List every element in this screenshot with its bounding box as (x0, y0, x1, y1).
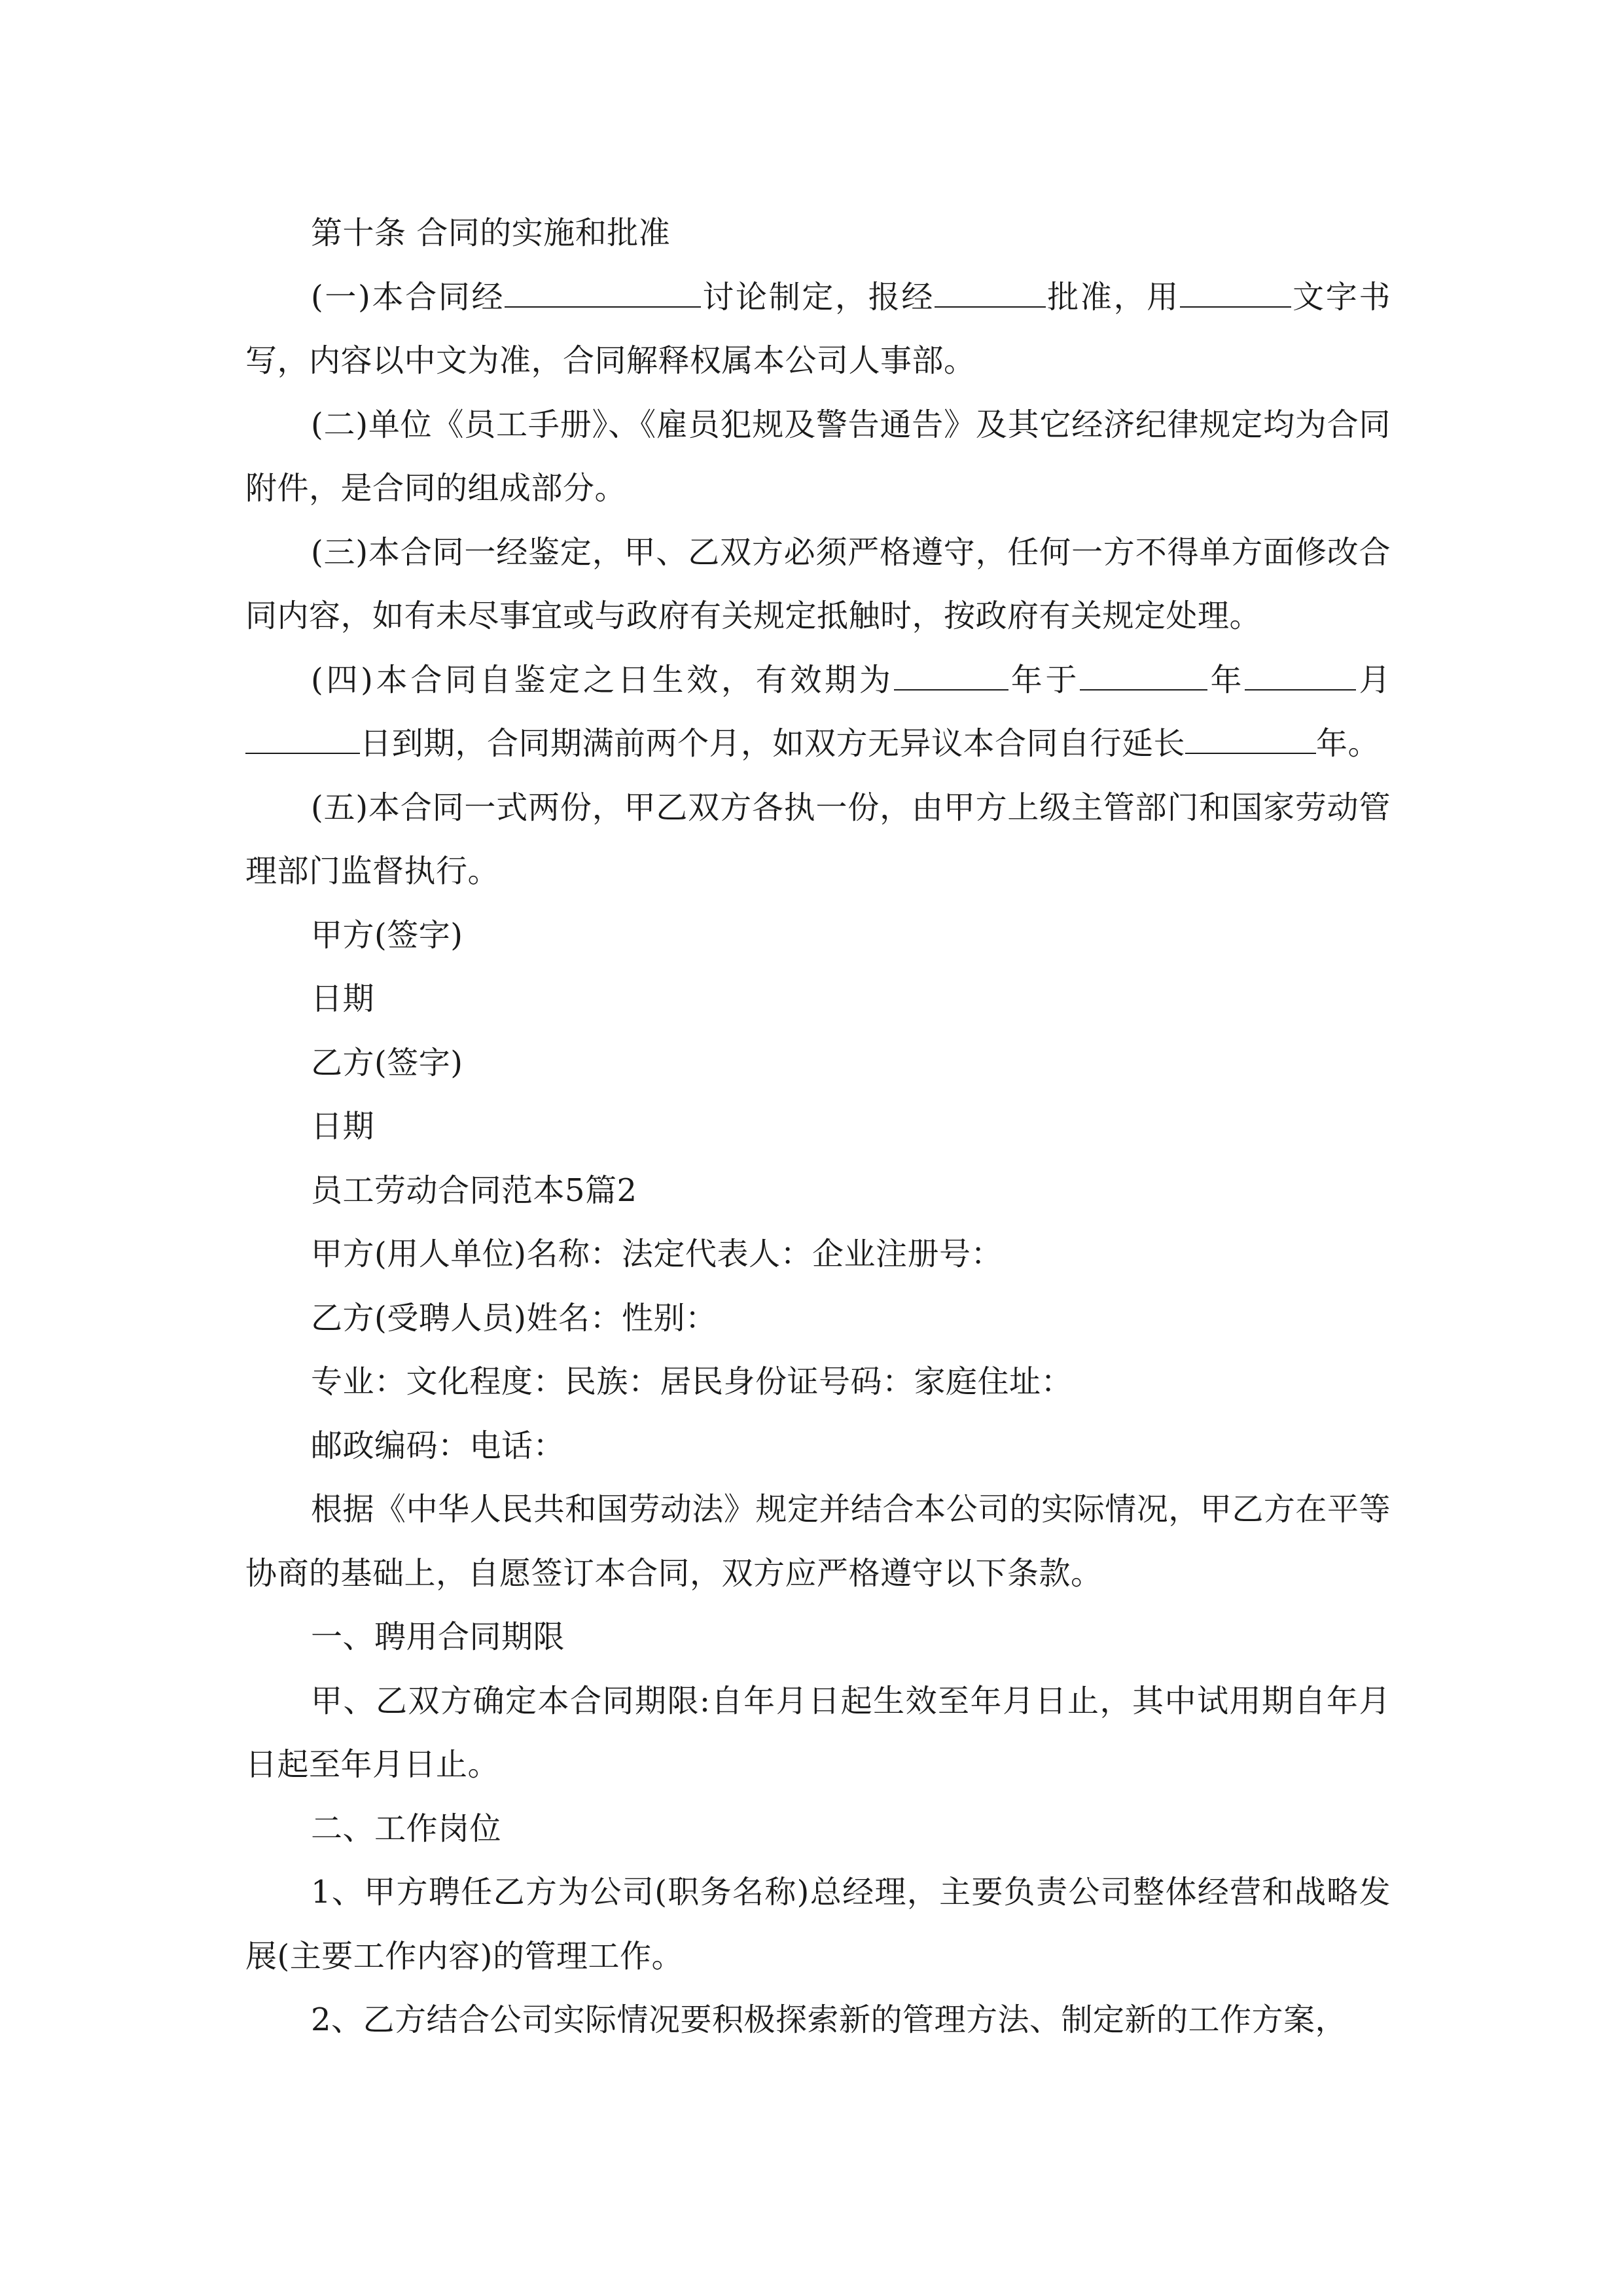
blank-line (505, 278, 701, 308)
blank-line (1245, 660, 1356, 691)
party-b-signature: 乙方(签字) (311, 1044, 463, 1081)
blank-line (1185, 724, 1316, 754)
party-a-signature: 甲方(签字) (311, 916, 463, 954)
party-a-info: 甲方(用人单位)名称：法定代表人：企业注册号： (311, 1236, 1003, 1272)
date-line-1: 日期 (311, 980, 375, 1017)
date-line-2: 日期 (311, 1108, 375, 1145)
clause-1-text-d: 文字书写，内容以中文为准，合同解释权属本公司人事部。 (245, 278, 1391, 379)
blank-line (245, 724, 360, 754)
clause-4-text-a: (四)本合同自鉴定之日生效，有效期为 (311, 661, 894, 698)
heading-job-position: 二、工作岗位 (311, 1810, 502, 1847)
section-title: 员工劳动合同范本5篇2 (311, 1172, 637, 1209)
blank-line (894, 660, 1008, 691)
heading-contract-term: 一、聘用合同期限 (311, 1619, 565, 1655)
job-item-2: 2、乙方结合公司实际情况要积极探索新的管理方法、制定新的工作方案， (311, 2001, 1347, 2038)
blank-line (1180, 278, 1291, 308)
blank-line (935, 278, 1046, 308)
article-10-title: 第十条 合同的实施和批准 (311, 215, 671, 251)
clause-3: (三)本合同一经鉴定，甲、乙双方必须严格遵守，任何一方不得单方面修改合同内容，如有未尽事宜或与政府有关规定抵触时，按政府有关规定处理。 (245, 533, 1391, 634)
clause-4-text-b: 年于 (1008, 661, 1080, 698)
blank-line (1080, 660, 1207, 691)
contract-term-body: 甲、乙双方确定本合同期限:自年月日起生效至年月日止，其中试用期自年月日起至年月日止。 (245, 1682, 1391, 1783)
clause-5: (五)本合同一式两份，甲乙双方各执一份，由甲方上级主管部门和国家劳动管理部门监督执行。 (245, 789, 1391, 889)
clause-4-text-e: 日到期，合同期满前两个月，如双方无异议本合同自行延长 (360, 725, 1186, 762)
document-body (245, 202, 1391, 2053)
clause-1-text-a: (一)本合同经 (311, 278, 505, 315)
preamble: 根据《中华人民共和国劳动法》规定并结合本公司的实际情况，甲乙方在平等协商的基础上，自愿签订本合同，双方应严格遵守以下条款。 (245, 1491, 1391, 1592)
clause-4-text-c: 年 (1207, 661, 1245, 698)
clause-4-text-d: 月 (1356, 661, 1391, 698)
job-item-1: 1、甲方聘任乙方为公司(职务名称)总经理，主要负责公司整体经营和战略发展(主要工作内容)的管理工作。 (245, 1874, 1391, 1975)
party-b-details: 专业：文化程度：民族：居民身份证号码：家庭住址： (311, 1363, 1073, 1400)
clause-1 (245, 266, 1391, 393)
clause-1-text-c: 批准，用 (1046, 278, 1180, 315)
clause-2: (二)单位《员工手册》、《雇员犯规及警告通告》及其它经济纪律规定均为合同附件，是合同的组成部分。 (245, 406, 1391, 507)
party-b-info: 乙方(受聘人员)姓名：性别： (311, 1299, 717, 1336)
clause-4 (245, 649, 1391, 776)
clause-1-text-b: 讨论制定，报经 (701, 278, 935, 315)
contact-info: 邮政编码：电话： (311, 1427, 565, 1464)
clause-4-text-f: 年。 (1316, 725, 1380, 762)
